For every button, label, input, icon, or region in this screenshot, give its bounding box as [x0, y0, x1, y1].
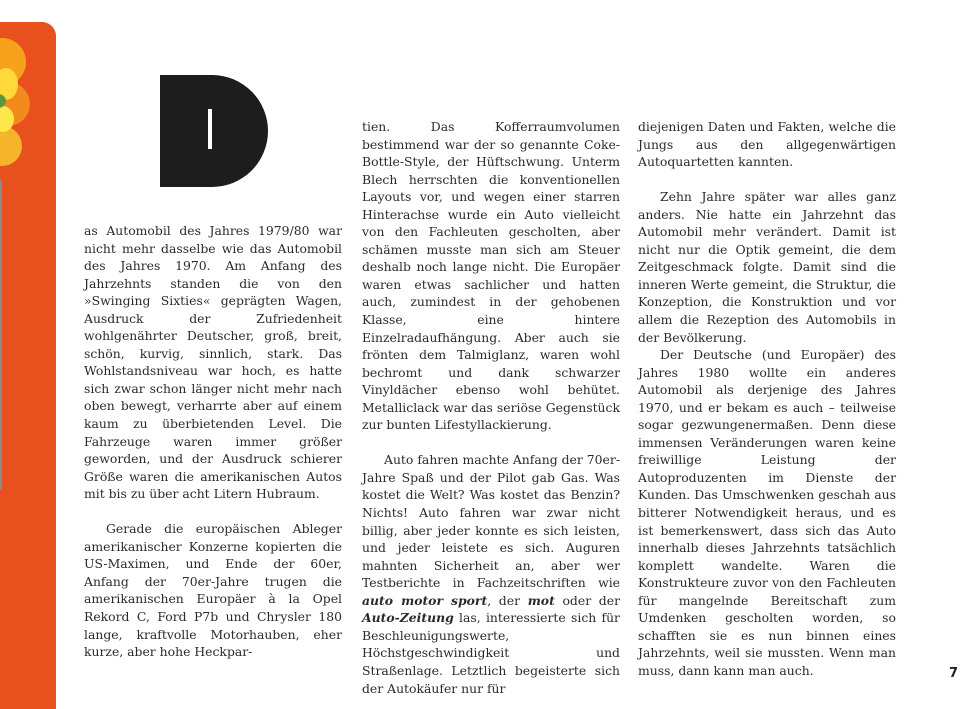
page-number: 7: [948, 666, 958, 681]
text-column-3: [638, 118, 896, 680]
magazine-title: mot: [527, 592, 555, 608]
text-run: , der: [487, 592, 528, 608]
text-column-2: [362, 118, 620, 697]
text-run: las, interessierte sich für Beschleunigungswerte, Höchstgeschwindigkeit und Straßenlage. Letztlich begeisterte sich der Autokäufer nur für: [362, 610, 620, 696]
text-run: oder der: [554, 592, 620, 608]
magazine-title: Auto-Zeitung: [362, 610, 454, 626]
page-edge-line: [0, 180, 2, 490]
paragraph: [362, 451, 620, 697]
paragraph: Zehn Jahre später war alles ganz anders. Nie hatte ein Jahrzehnt das Automobil mehr verändert. Damit ist nicht nur die Optik gemeint, die dem Zeitgeschmack folgte. Damit sind die inneren Werte gemeint, die Struktur, die Konzeption, die Konstruktion und vor allem die Rezeption des Automobils in der Bevölkerung.: [638, 189, 896, 345]
paragraph: as Automobil des Jahres 1979/80 war nicht mehr dasselbe wie das Automobil des Jahres 1970. Am Anfang des Jahrzehnts standen die von den »Swinging Sixties« geprägten Wagen, Ausdruck der Zufriedenheit wohlgenährter Deutscher, groß, breit, schön, kurvig, sinnlich, stark. Das Wohlstandsniveau war hoch, es hatte sich zwar schon länger nicht mehr nach oben bewegt, verharrte aber auf einem kaum zu überbietenden Level. Die Fahrzeuge waren immer größer geworden, und der Ausdruck schierer Größe waren die amerikanischen Autos mit bis zu über acht Litern Hubraum.: [84, 223, 342, 502]
magazine-title: auto motor sport: [362, 592, 488, 608]
paragraph: Gerade die europäischen Ableger amerikanischer Konzerne kopierten die US-Maximen, und Ende der 60er, Anfang der 70er-Jahre trugen die amerikanischen Europäer à la Opel Rekord C, Ford P7b und Chrysler 180 lange, kraftvolle Motorhauben, eher kurze, aber hohe Heckpar-: [84, 521, 342, 660]
drop-cap-counter: [208, 109, 212, 149]
paragraph: Der Deutsche (und Europäer) des Jahres 1980 wollte ein anderes Automobil als derjenige des Jahres 1970, und er bekam es auch – teilweise sogar gezwungenermaßen. Denn diese immensen Veränderungen waren keine freiwillige Leistung der Autoproduzenten im Dienste der Kunden. Das Umschwenken geschah aus bitterer Notwendigkeit heraus, und es ist bemerkenswert, dass sich das Auto innerhalb dieses Jahrzehnts tatsächlich komplett wandelte. Waren die Konstrukteure zuvor von den Fachleuten für mangelnde Bereitschaft zum Umdenken gescholten worden, so schafften sie es nun binnen eines Jahrzehnts, weil sie mussten. Wenn man muss, dann kann man auch.: [638, 347, 896, 678]
drop-cap: [160, 75, 268, 187]
flower-decoration: [0, 38, 46, 178]
paragraph: diejenigen Daten und Fakten, welche die Jungs aus den allgegenwärtigen Autoquartetten kannten.: [638, 119, 896, 170]
paragraph: tien. Das Kofferraumvolumen bestimmend war der so genannte Coke-Bottle-Style, der Hüftschwung. Unterm Blech herrschten die konventionellen Layouts vor, und wegen einer starren Hinterachse wurde ein Auto vielleicht von den Fachleuten gescholten, aber schämen musste man sich am Steuer deshalb noch lange nicht. Die Europäer waren etwas sachlicher und hatten auch, zumindest in der gehobenen Klasse, eine hintere Einzelradaufhängung. Aber auch sie frönten dem Talmiglanz, waren wohl bechromt und dank schwarzer Vinyldächer ebenso wohl behütet. Metalliclack war das seriöse Gegenstück zur bunten Lifestyllackierung.: [362, 119, 620, 433]
text-column-1: [84, 222, 342, 661]
text-run: Auto fahren machte Anfang der 70er-Jahre Spaß und der Pilot gab Gas. Was kostet die Welt? Was kostet das Benzin? Nichts! Auto fahren war zwar nicht billig, aber jeder konnte es sich leisten, und jeder leistete es sich. Auguren mahnten Sicherheit an, aber wer Testberichte in Fachzeitschriften wie: [362, 452, 620, 591]
